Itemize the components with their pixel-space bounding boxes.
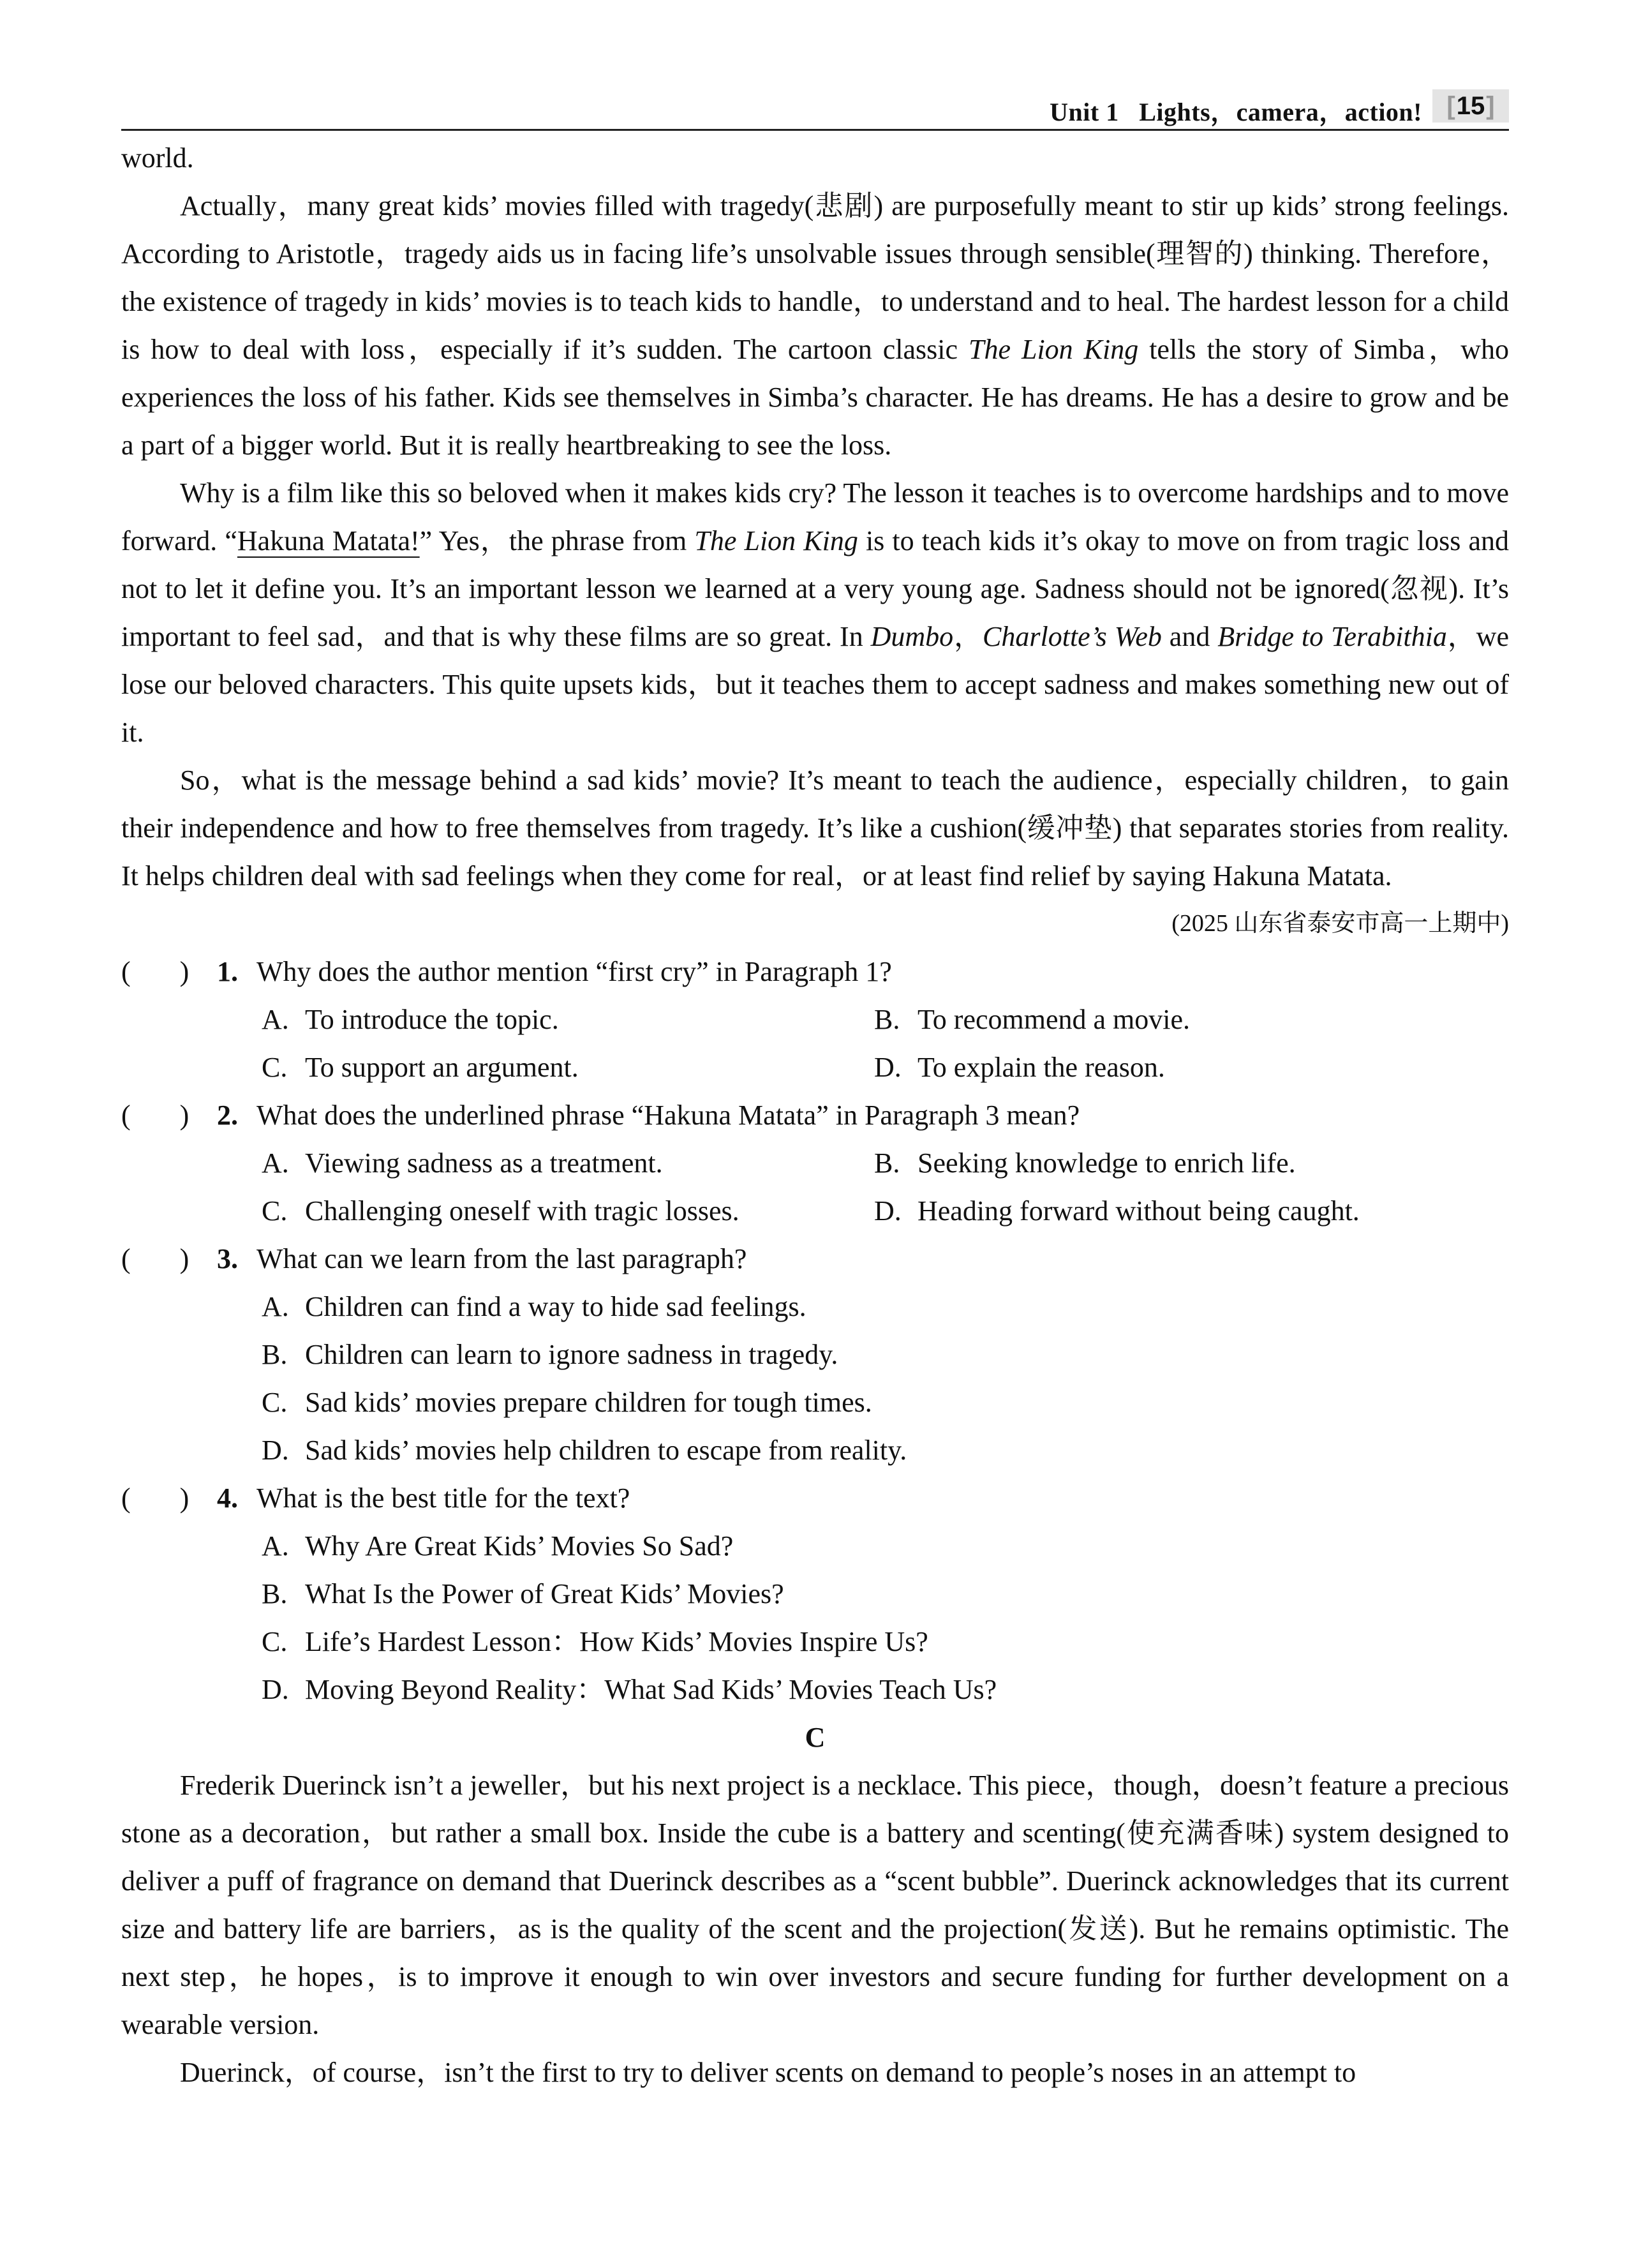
question-number: 2. (217, 1100, 238, 1131)
option-b[interactable] (874, 1139, 1487, 1187)
option-a[interactable] (262, 996, 874, 1043)
option-a[interactable] (262, 1522, 1509, 1570)
option-text: Children can find a way to hide sad feelings. (305, 1291, 806, 1322)
option-b[interactable] (262, 1570, 1509, 1618)
text-run: is to teach kids it’s okay to move on from tragic loss and not to let it define you. It’s an important lesson we learned at a very young age. Sadness should not be ignored(忽视). It’s important to feel sad，and that is why these films are so great. In (121, 525, 1509, 652)
option-c[interactable] (262, 1187, 874, 1235)
film-title: The Lion King (694, 525, 858, 556)
option-text: Children can learn to ignore sadness in tragedy. (305, 1339, 838, 1370)
film-title: Charlotte’s Web (983, 621, 1162, 652)
question-number: 3. (217, 1243, 238, 1274)
question-1 (121, 948, 1509, 1091)
passage-b-continuation: world. (121, 142, 194, 174)
passage-b-paragraph-3 (121, 469, 1509, 756)
option-text: Viewing sadness as a treatment. (305, 1147, 663, 1179)
option-letter: D. (874, 1195, 902, 1227)
question-number: 4. (217, 1482, 238, 1514)
question-number: 1. (217, 956, 238, 987)
option-letter: D. (262, 1435, 289, 1466)
option-c[interactable] (262, 1043, 874, 1091)
option-a[interactable] (262, 1139, 874, 1187)
option-c[interactable] (262, 1618, 1509, 1666)
option-b[interactable] (262, 1331, 1509, 1378)
option-letter: B. (262, 1339, 288, 1370)
question-2 (121, 1091, 1509, 1235)
option-text: Sad kids’ movies help children to escape from reality. (305, 1435, 907, 1466)
unit-label: Unit 1 (1050, 98, 1119, 126)
option-letter: B. (874, 1004, 900, 1035)
question-text: What is the best title for the text? (256, 1482, 630, 1514)
option-d[interactable] (262, 1666, 1509, 1713)
source-citation: (2025 山东省泰安市高一上期中) (1171, 910, 1509, 937)
option-letter: D. (874, 1052, 902, 1083)
question-4 (121, 1474, 1509, 1713)
passage-c-paragraph-1: Frederik Duerinck isn’t a jeweller，but his next project is a necklace. This piece，though，doesn’t feature a precious stone as a decoration，but rather a small box. Inside the cube is a battery and scenting(使充满香味) system designed to deliver a puff of fragrance on demand that Duerinck describes as a “scent bubble”. Duerinck acknowledges that its current size and battery life are barriers，as is the quality of the scent and the projection(发送). But he remains optimistic. The next step，he hopes，is to improve it enough to win over investors and secure funding for further development on a wearable version. (121, 1770, 1509, 2040)
page-number: 15 (1456, 91, 1485, 120)
option-text: Heading forward without being caught. (918, 1195, 1360, 1227)
option-c[interactable] (262, 1378, 1509, 1426)
option-letter: C. (262, 1387, 288, 1418)
option-letter: A. (262, 1004, 289, 1035)
question-3 (121, 1235, 1509, 1474)
option-text: To support an argument. (305, 1052, 579, 1083)
text-run: ，we lose our beloved characters. This quite upsets kids，but it teaches them to accept sadness and makes something new out of it. (121, 621, 1509, 748)
option-b[interactable] (874, 996, 1487, 1043)
text-run: ” Yes，the phrase from (419, 525, 695, 556)
text-run: Actually，many great kids’ movies filled with tragedy(悲剧) are purposefully meant to stir up kids’ strong feelings. According to Aristotle，tragedy aids us in facing life’s unsolvable issues through sensible(理智的) thinking. Therefore，the existence of tragedy in kids’ movies is to teach kids to handle，to understand and to heal. The hardest lesson for a child is how to deal with loss，especially if it’s sudden. The cartoon classic (121, 190, 1509, 365)
text-run: tells the story of Simba，who experiences the loss of his father. Kids see themselves in Simba’s character. He has dreams. He has a desire to grow and be a part of a bigger world. But it is really heartbreaking to see the loss. (121, 334, 1509, 461)
option-text: Life’s Hardest Lesson：How Kids’ Movies Inspire Us? (305, 1626, 928, 1657)
option-d[interactable] (874, 1043, 1487, 1091)
film-title: The Lion King (969, 334, 1139, 365)
film-title: Bridge to Terabithia (1217, 621, 1447, 652)
passage-b-paragraph-2 (121, 182, 1509, 469)
page-header (121, 89, 1509, 131)
underlined-phrase: Hakuna Matata! (237, 525, 420, 556)
option-text: Seeking knowledge to enrich life. (918, 1147, 1296, 1179)
option-letter: A. (262, 1147, 289, 1179)
unit-name: Lights，camera，action! (1139, 98, 1422, 126)
option-text: To explain the reason. (918, 1052, 1165, 1083)
option-text: Sad kids’ movies prepare children for tough times. (305, 1387, 872, 1418)
option-text: What Is the Power of Great Kids’ Movies? (305, 1578, 784, 1609)
answer-blank[interactable]: ( ) (121, 1243, 189, 1274)
page-number-badge (1432, 89, 1509, 123)
question-text: What does the underlined phrase “Hakuna Matata” in Paragraph 3 mean? (256, 1100, 1080, 1131)
option-letter: D. (262, 1674, 289, 1705)
unit-title (1050, 89, 1422, 128)
answer-blank[interactable]: ( ) (121, 1482, 189, 1514)
right-bracket-icon: ] (1486, 91, 1495, 120)
option-text: Why Are Great Kids’ Movies So Sad? (305, 1530, 734, 1562)
option-letter: C. (262, 1626, 288, 1657)
answer-blank[interactable]: ( ) (121, 1100, 189, 1131)
passage-c-paragraph-2: Duerinck，of course，isn’t the first to try to deliver scents on demand to people’s noses in an attempt to (180, 2057, 1356, 2088)
answer-blank[interactable]: ( ) (121, 956, 189, 987)
section-c-heading: C (805, 1722, 826, 1753)
text-run: Why is a film like this so beloved when it makes kids cry? The lesson it teaches is to overcome hardships and to move forward. “ (121, 477, 1509, 556)
option-a[interactable] (262, 1283, 1509, 1331)
option-letter: B. (874, 1147, 900, 1179)
option-letter: C. (262, 1195, 288, 1227)
option-text: Moving Beyond Reality：What Sad Kids’ Movies Teach Us? (305, 1674, 997, 1705)
option-letter: B. (262, 1578, 288, 1609)
passage-b-paragraph-4 (121, 756, 1509, 948)
left-bracket-icon: [ (1446, 91, 1455, 120)
question-text: Why does the author mention “first cry” in Paragraph 1? (256, 956, 892, 987)
film-title: Dumbo (870, 621, 954, 652)
option-d[interactable] (262, 1426, 1509, 1474)
option-text: To recommend a movie. (918, 1004, 1191, 1035)
text-run: ， (953, 621, 983, 652)
option-text: To introduce the topic. (305, 1004, 559, 1035)
option-d[interactable] (874, 1187, 1487, 1235)
option-letter: A. (262, 1530, 289, 1562)
option-letter: C. (262, 1052, 288, 1083)
text-run: and (1161, 621, 1218, 652)
text-run: So，what is the message behind a sad kids’ movie? It’s meant to teach the audience，especially children，to gain their independence and how to free themselves from tragedy. It’s like a cushion(缓冲垫) that separates stories from reality. It helps children deal with sad feelings when they come for real，or at least find relief by saying Hakuna Matata. (121, 765, 1509, 892)
page-content (121, 134, 1509, 2096)
option-text: Challenging oneself with tragic losses. (305, 1195, 739, 1227)
question-text: What can we learn from the last paragraph? (256, 1243, 747, 1274)
option-letter: A. (262, 1291, 289, 1322)
